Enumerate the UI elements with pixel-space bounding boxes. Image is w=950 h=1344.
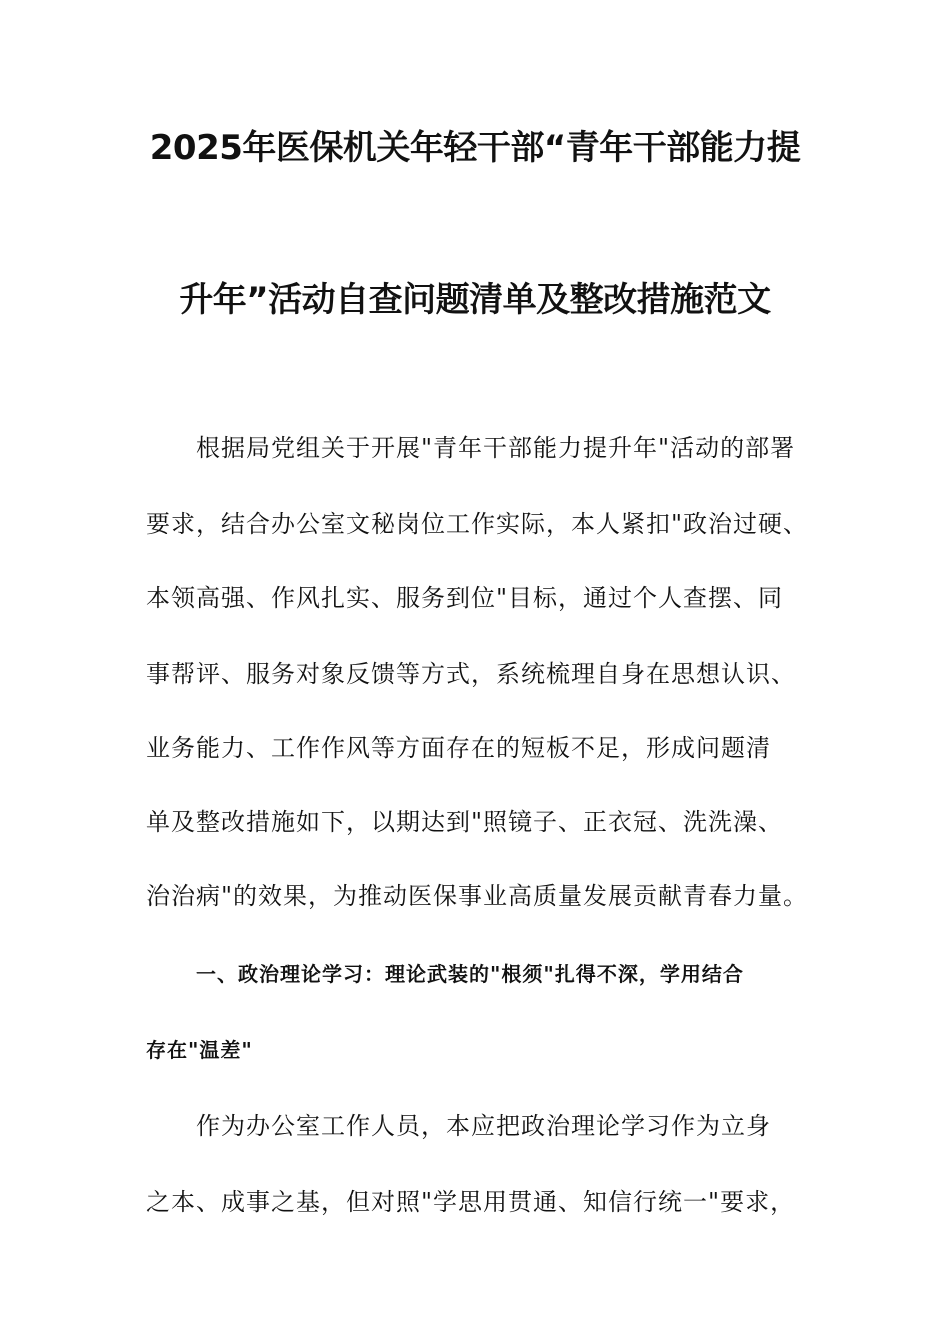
section-heading-line: 存在"温差": [146, 1038, 253, 1062]
section-body-line: 作为办公室工作人员，本应把政治理论学习作为立身: [196, 1112, 771, 1140]
intro-paragraph-line: 事帮评、服务对象反馈等方式，系统梳理自身在思想认识、: [146, 660, 796, 688]
intro-paragraph-line: 根据局党组关于开展"青年干部能力提升年"活动的部署: [196, 434, 796, 462]
intro-paragraph-line: 单及整改措施如下，以期达到"照镜子、正衣冠、洗洗澡、: [146, 808, 784, 836]
intro-paragraph-line: 要求，结合办公室文秘岗位工作实际，本人紧扣"政治过硬、: [146, 510, 809, 538]
section-heading-line: 一、政治理论学习：理论武装的"根须"扎得不深，学用结合: [196, 962, 744, 986]
intro-paragraph-line: 本领高强、作风扎实、服务到位"目标，通过个人查摆、同: [146, 584, 784, 612]
section-body-line: 之本、成事之基，但对照"学思用贯通、知信行统一"要求，: [146, 1188, 796, 1216]
intro-paragraph-line: 治治病"的效果，为推动医保事业高质量发展贡献青春力量。: [146, 882, 809, 910]
intro-paragraph-line: 业务能力、工作作风等方面存在的短板不足，形成问题清: [146, 734, 771, 762]
document-title-line-1: 2025年医保机关年轻干部“青年干部能力提: [149, 128, 801, 168]
document-title-line-2: 升年”活动自查问题清单及整改措施范文: [179, 280, 771, 320]
